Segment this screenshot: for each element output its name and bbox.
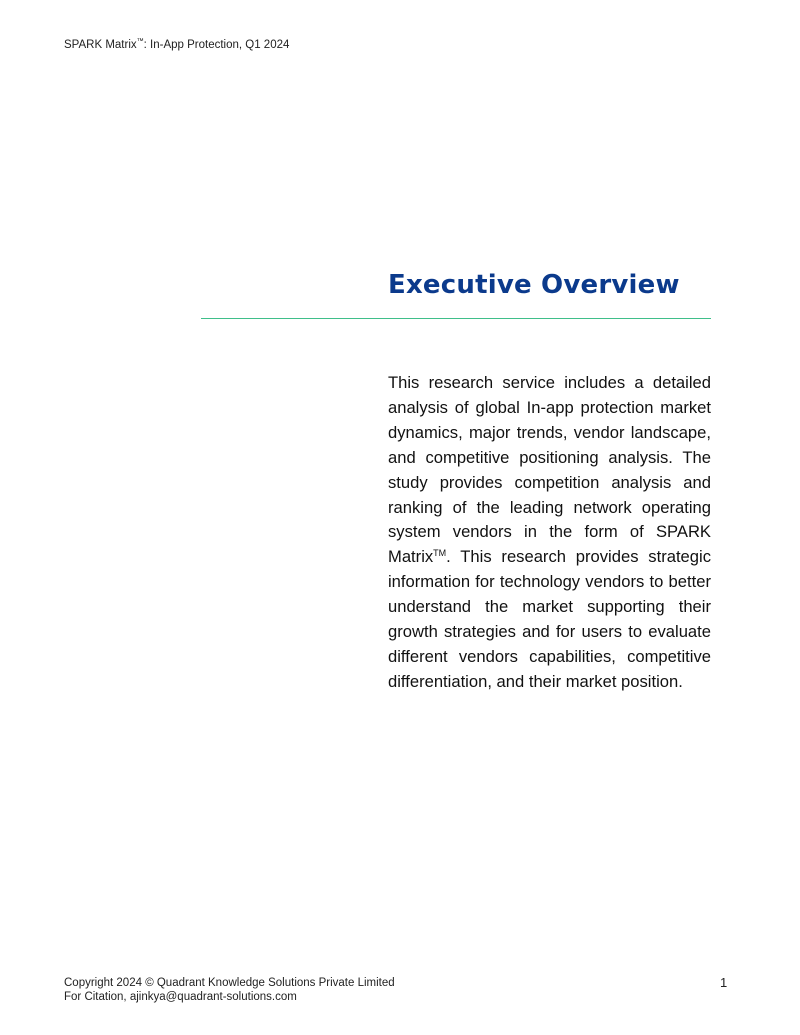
trademark-symbol: ™ — [136, 38, 144, 45]
executive-overview-paragraph — [388, 371, 711, 695]
title-divider — [201, 318, 711, 319]
running-header-subtitle: : In-App Protection, Q1 2024 — [143, 38, 290, 51]
paragraph-text-part-2: . This research provides strategic information for technology vendors to better understand the market supporting their growth strategies and for users to evaluate different vendors capabilities, competitive differentiation, and their market position. — [388, 547, 711, 691]
trademark-superscript: TM — [433, 548, 447, 559]
running-header-title: SPARK Matrix — [64, 38, 137, 51]
footer-citation: For Citation, ajinkya@quadrant-solutions.com — [64, 991, 297, 1003]
footer-copyright: Copyright 2024 © Quadrant Knowledge Solutions Private Limited — [64, 977, 395, 989]
section-title: Executive Overview — [388, 270, 680, 300]
footer — [64, 976, 395, 1004]
page-number: 1 — [720, 975, 728, 990]
paragraph-text-part-1: This research service includes a detailed analysis of global In-app protection market dynamics, major trends, vendor landscape, and competitive positioning analysis. The study provides competition analysis and ranking of the leading network operating system vendors in the form of SPARK Matrix — [388, 373, 711, 567]
running-header — [64, 38, 289, 51]
